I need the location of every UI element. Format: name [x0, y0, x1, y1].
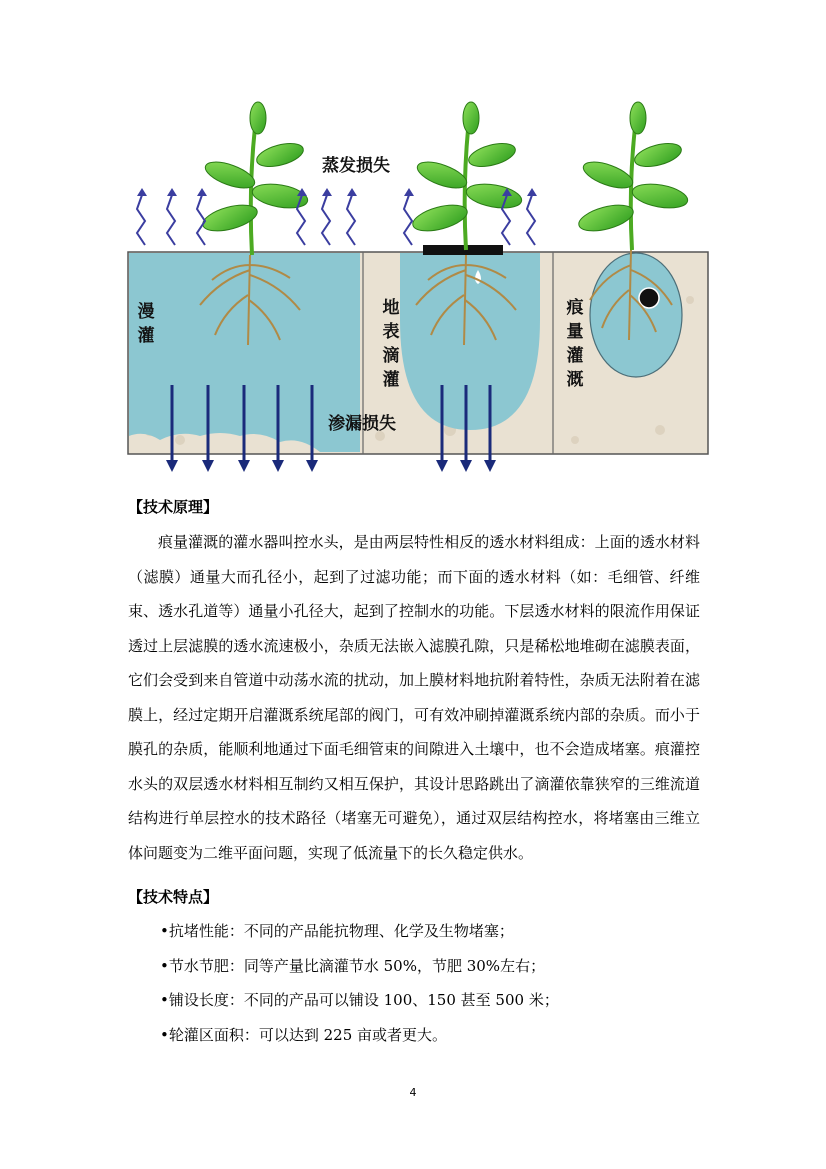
principle-paragraph: 痕量灌溉的灌水器叫控水头，是由两层特性相反的透水材料组成：上面的透水材料（滤膜）通量大而孔径小，起到了过滤功能；而下面的透水材料（如：毛细管、纤维束、透水孔道等）通量小孔径大，起到了控制水的功能。下层透水材料的限流作用保证透过上层滤膜的透水流速极小，杂质无法嵌入滤膜孔隙，只是稀松地堆砌在滤膜表面，它们会受到来自管道中动荡水流的扰动，加上膜材料地抗附着特性，杂质无法附着在滤膜上，经过定期开启灌溉系统尾部的阀门，可有效冲刷掉灌溉系统内部的杂质。而小于膜孔的杂质，能顺利地通过下面毛细管束的间隙进入土壤中，也不会造成堵塞。痕灌控水头的双层透水材料相互制约又相互保护，其设计思路跳出了滴灌依靠狭窄的三维流道结构进行单层控水的技术路径（堵塞无可避免），通过双层结构控水，将堵塞由三维立体问题变为二维平面问题，实现了低流量下的长久稳定供水。: [128, 533, 700, 862]
leakage-loss-label: 渗漏损失: [328, 414, 396, 434]
evaporation-loss-label: 蒸发损失: [322, 156, 390, 176]
flood-irrigation-label: 漫灌: [137, 302, 155, 346]
drip-water-zone: [400, 253, 540, 430]
drip-emitter: [423, 245, 503, 255]
irrigation-comparison-figure: [120, 100, 715, 480]
page-number: 4: [409, 1086, 417, 1099]
trace-emitter: [639, 288, 659, 308]
feature-list: [160, 914, 720, 1052]
list-item: •铺设长度：不同的产品可以铺设 100、150 甚至 500 米；: [160, 991, 559, 1009]
list-item: •抗堵性能：不同的产品能抗物理、化学及生物堵塞；: [160, 922, 514, 940]
list-item: •节水节肥：同等产量比滴灌节水 50%，节肥 30%左右；: [160, 956, 546, 975]
list-item: •轮灌区面积：可以达到 225 亩或者更大。: [160, 1025, 448, 1044]
section-heading-principle: 【技术原理】: [128, 498, 219, 516]
evaporation-arrows: [137, 195, 535, 245]
section-heading-features: 【技术特点】: [128, 888, 219, 906]
surface-drip-label: 地表滴灌: [382, 298, 400, 390]
leakage-arrowheads: [166, 460, 496, 472]
irrigation-diagram: [120, 100, 715, 480]
trace-irrigation-label: 痕量灌溉: [566, 298, 584, 390]
plant-leaves: [200, 102, 689, 236]
